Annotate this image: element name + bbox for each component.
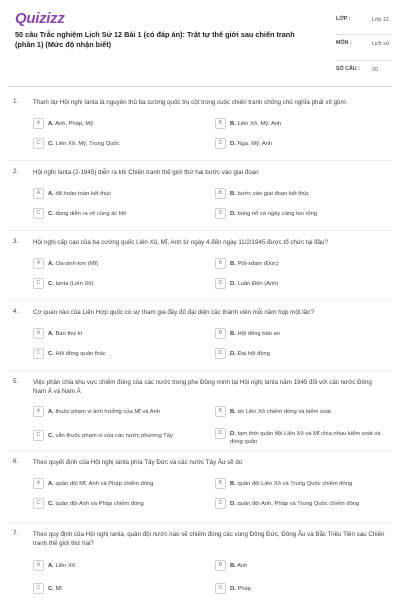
question-number: 2.	[13, 168, 19, 175]
question-divider	[8, 160, 392, 161]
option-text: Pháp	[237, 586, 251, 592]
question-text: Hội nghị cấp cao của ba cường quốc Liên Xô, Mĩ, Anh từ ngày 4 đến ngày 11/2/1945 được tổ chức tại đâu?	[33, 239, 328, 246]
option-prefix: B.	[230, 261, 236, 267]
question-number: 7.	[13, 530, 19, 537]
question-text: Theo quyết định của Hội nghị Ianta phía Tây Đức và các nước Tây Âu sẽ do	[33, 459, 243, 466]
option-text: Liên Xô, Mỹ, Anh	[237, 121, 282, 127]
option-text: Liên Xô, Mỹ, Trung Quốc	[55, 141, 120, 147]
option-prefix: B.	[230, 121, 236, 127]
option-prefix: B.	[230, 409, 236, 415]
option-letter-box: C	[33, 208, 44, 219]
option-letter-box: B	[215, 328, 226, 339]
option-text: Oa-sinh-tơn (Mĩ)	[55, 261, 99, 267]
option-prefix: B.	[230, 331, 236, 337]
option-prefix: D.	[230, 141, 236, 147]
class-value: Lớp 12	[372, 17, 389, 23]
option-prefix: A.	[48, 409, 54, 415]
worksheet-title: 50 câu Trắc nghiệm Lịch Sử 12 Bài 1 (có đáp án): Trật tự thế giới sau chiến tranh (phần 1) (Mức độ nhận biết)	[15, 30, 295, 49]
option-letter-box: B	[215, 188, 226, 199]
option-prefix: B.	[230, 563, 236, 569]
option-text: do Liên Xô chiếm đóng và kiểm soát	[237, 409, 331, 415]
question-text: Theo quy định của Hội nghị Ianta, quân đội nước nào sẽ chiếm đóng các vùng Đông Đức, Đông Âu và Bắc Triều Tiên sau Chiến tranh thế giới thứ hai?	[33, 531, 385, 547]
option-letter-box: A	[33, 478, 44, 489]
option-letter-box: D	[215, 348, 226, 359]
option-prefix: D.	[230, 431, 236, 437]
option-prefix: A.	[48, 331, 54, 337]
option-text: Nga, Mỹ, Anh	[237, 141, 273, 147]
quizizz-logo: Quizizz	[15, 10, 65, 27]
option-letter-box: D	[215, 208, 226, 219]
option-text: quân đội Anh và Pháp chiếm đóng	[55, 501, 144, 507]
option-letter-box: D	[215, 428, 226, 439]
option-letter-box: A	[33, 188, 44, 199]
option-letter-box: D	[215, 278, 226, 289]
option-letter-box: D	[215, 583, 226, 594]
question-divider	[8, 230, 392, 231]
option-prefix: C.	[48, 211, 54, 217]
option-text: thuộc phạm vi ảnh hưởng của Mĩ và Anh	[55, 409, 161, 415]
option-letter-box: D	[215, 498, 226, 509]
option-prefix: D.	[230, 211, 236, 217]
option-prefix: C.	[48, 141, 54, 147]
option-text: Ianta (Liên Xô)	[55, 281, 94, 287]
option-letter-box: B	[215, 560, 226, 571]
subject-value: Lịch sử	[372, 41, 390, 47]
option-prefix: D.	[230, 281, 236, 287]
option-text: Anh, Pháp, Mỹ	[55, 121, 94, 127]
option-prefix: C.	[48, 433, 54, 439]
option-text: quân đội Mĩ, Anh và Pháp chiếm đóng	[55, 481, 154, 487]
option-prefix: C.	[48, 351, 54, 357]
option-text: tạm thời quân đội Liên Xô và Mĩ chia nhau kiểm soát và đóng quân	[230, 431, 381, 445]
header-divider	[8, 86, 392, 87]
class-label: LỚP :	[336, 16, 351, 22]
question-number: 1.	[13, 98, 19, 105]
count-label: SỐ CÂU :	[336, 66, 360, 72]
option-prefix: C.	[48, 586, 54, 592]
option-prefix: A.	[48, 191, 54, 197]
option-prefix: B.	[230, 481, 236, 487]
question-text: Tham dự Hội nghị Ianta là nguyên thủ ba cường quốc trụ cột trong cuộc chiến tranh chống chủ nghĩa phát xít gồm:	[33, 99, 348, 106]
option-prefix: A.	[48, 261, 54, 267]
option-letter-box: C	[33, 348, 44, 359]
worksheet-header	[0, 0, 400, 84]
option-text: Luân Đôn (Anh)	[237, 281, 279, 287]
option-prefix: A.	[48, 481, 54, 487]
option-text: bùng nổ và ngày càng lan rộng	[237, 211, 318, 217]
option-prefix: D.	[230, 586, 236, 592]
option-letter-box: A	[33, 328, 44, 339]
option-prefix: C.	[48, 501, 54, 507]
option-prefix: A.	[48, 563, 54, 569]
meta-divider	[336, 60, 392, 61]
option-letter-box: B	[215, 478, 226, 489]
option-text: bước vào giai đoạn kết thúc	[237, 191, 310, 197]
question-number: 3.	[13, 238, 19, 245]
subject-label: MÔN :	[336, 40, 352, 46]
question-divider	[8, 370, 392, 371]
option-text: Anh	[237, 563, 248, 569]
option-letter-box: A	[33, 258, 44, 269]
option-letter-box: C	[33, 278, 44, 289]
option-text: vẫn thuộc phạm vi của các nước phương Tây	[55, 433, 173, 439]
question-text: Cơ quan nào của Liên Hợp quốc có sự tham gia đầy đủ đại diện các thành viên mỗi năm họp một lần?	[33, 309, 314, 316]
option-prefix: D.	[230, 501, 236, 507]
option-prefix: A.	[48, 121, 54, 127]
question-number: 5.	[13, 378, 19, 385]
option-prefix: C.	[48, 281, 54, 287]
option-text: Ban thư kí	[55, 331, 83, 337]
option-text: đã hoàn toàn kết thúc	[55, 191, 112, 197]
option-text: Mĩ	[55, 586, 62, 592]
option-text: Hội đồng quản thác	[55, 351, 106, 357]
option-text: Pốt-xđam (Đức)	[237, 261, 279, 267]
option-letter-box: C	[33, 583, 44, 594]
question-text: Hội nghị Ianta (2-1945) diễn ra khi Chiến tranh thế giới thứ hai bước vào giai đoạn	[33, 169, 259, 176]
question-divider	[8, 450, 392, 451]
option-text: quân đội Liên Xô và Trung Quốc chiếm đóng	[237, 481, 353, 487]
question-number: 4.	[13, 308, 19, 315]
option-text: Liên Xô	[55, 563, 76, 569]
option-letter-box: B	[215, 118, 226, 129]
option-letter-box: C	[33, 138, 44, 149]
count-value: 20	[372, 67, 378, 73]
question-number: 6.	[13, 458, 19, 465]
option-text: đang diễn ra vô cùng ác liệt	[55, 211, 127, 217]
option-letter-box: D	[215, 138, 226, 149]
option-text: quân đội Anh, Pháp và Trung Quốc chiếm đóng	[237, 501, 360, 507]
option-letter-box: C	[33, 430, 44, 441]
meta-divider	[336, 34, 392, 35]
question-divider	[8, 522, 392, 523]
option-text: Đại hội đồng	[237, 351, 270, 357]
question-divider	[8, 300, 392, 301]
option-prefix: D.	[230, 351, 236, 357]
worksheet-meta	[336, 10, 392, 80]
option-letter-box: A	[33, 406, 44, 417]
option-letter-box: B	[215, 258, 226, 269]
option-letter-box: C	[33, 498, 44, 509]
option-letter-box: A	[33, 118, 44, 129]
option-letter-box: A	[33, 560, 44, 571]
question-text: Việc phân chia khu vực chiếm đóng của các nước trong phe Đồng minh tại Hội nghị Ianta năm 1945 đối với các nước Đông Nam Á và Nam Á	[33, 379, 372, 395]
option-text: Hội đồng bảo an	[237, 331, 280, 337]
option-letter-box: B	[215, 406, 226, 417]
option-prefix: B.	[230, 191, 236, 197]
